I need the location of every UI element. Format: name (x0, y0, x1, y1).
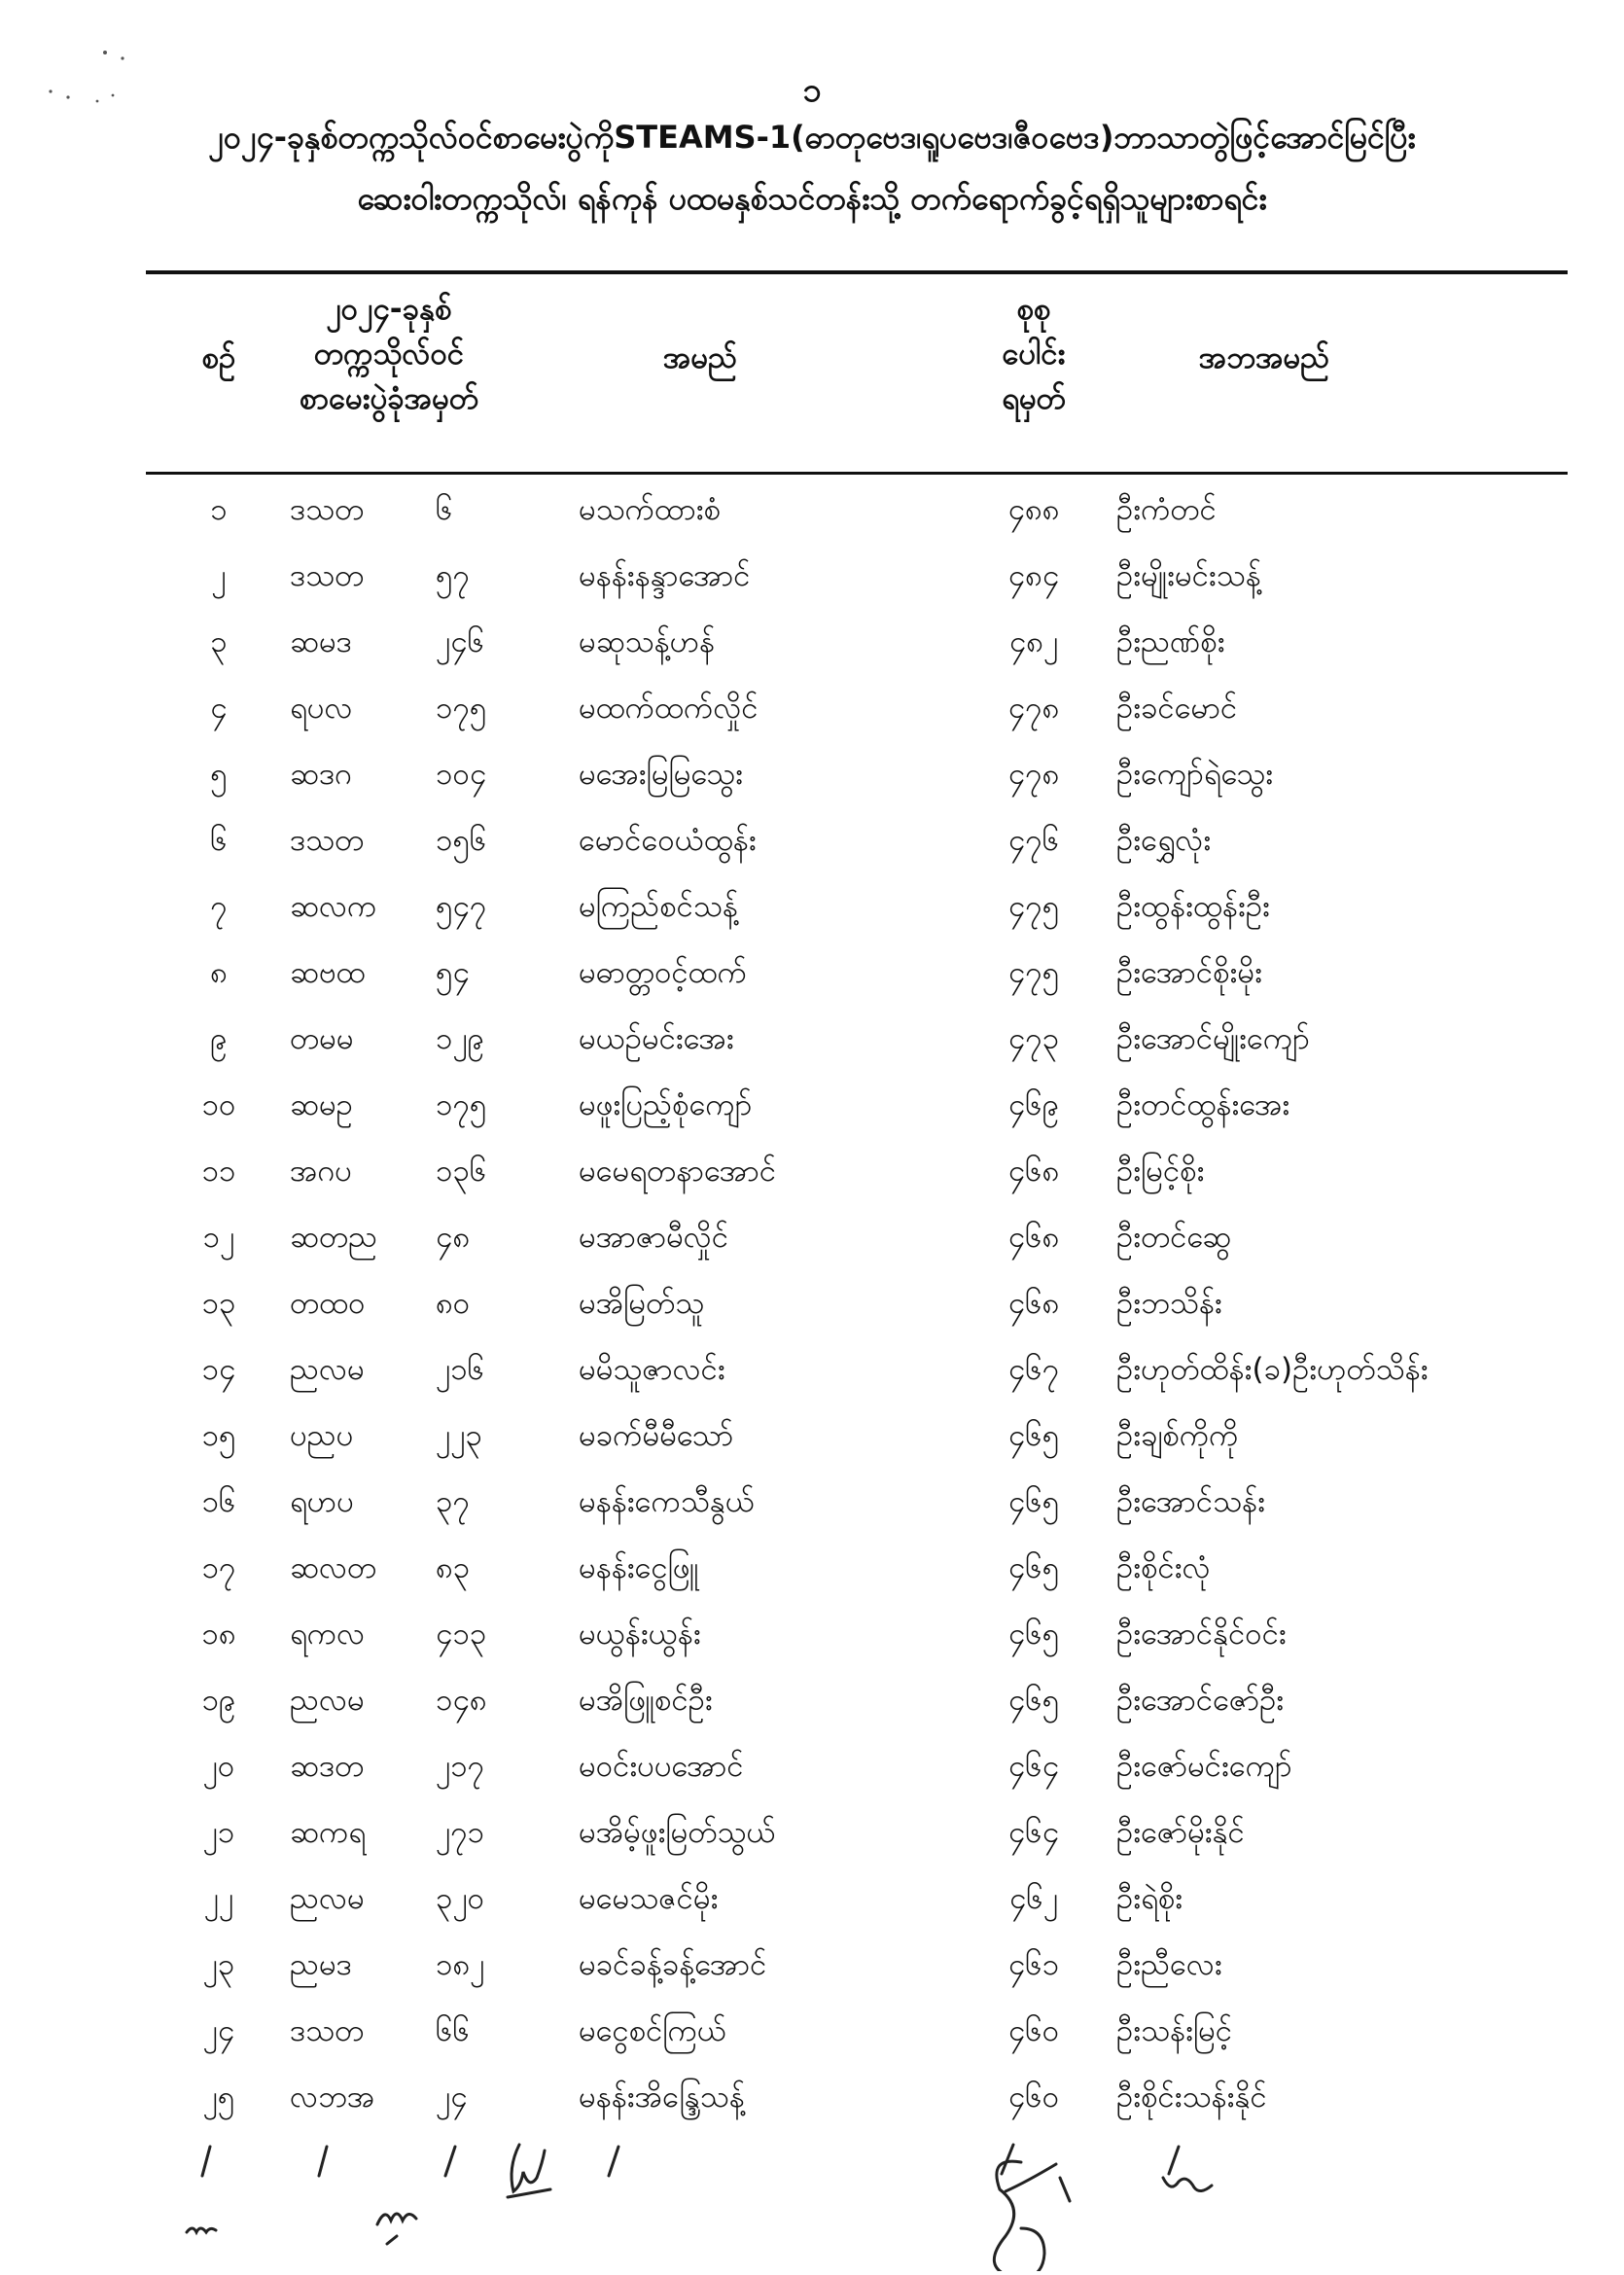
table-row (0, 613, 1624, 679)
roll-prefix: ဆကရ (290, 1815, 367, 1850)
roll-prefix: ရဟပ (290, 1484, 354, 1519)
table-row (0, 2068, 1624, 2134)
total-marks: ၄၇၅ (1007, 889, 1060, 924)
roll-prefix: ဒသတ (290, 2013, 365, 2048)
father-name: ဦးတင်ဆွေ (1116, 1220, 1232, 1255)
roll-prefix: ရပလ (290, 691, 353, 726)
serial-number: ၁၆ (201, 1484, 236, 1519)
table-row (0, 2002, 1624, 2068)
roll-number: ၃၇ (436, 1484, 470, 1519)
total-marks: ၄၆၄ (1007, 1749, 1060, 1784)
document-title-line-1: ၂၀၂၄-ခုနှစ်တက္ကသိုလ်ဝင်စာမေးပွဲကိုSTEAMS-1(ဓာတုဗေဒ၊ရူပဗေဒ၊ဇီဝဗေဒ)ဘာသာတွဲဖြင့်အောင်မြင်ပြီး (208, 119, 1416, 156)
total-marks: ၄၆၇ (1007, 1352, 1060, 1387)
father-name: ဦးညီလေး (1116, 1947, 1222, 1982)
serial-number: ၁၅ (201, 1418, 236, 1453)
father-name: ဦးရွှေလုံး (1116, 823, 1212, 858)
signatures (146, 2135, 1468, 2271)
table-row (0, 877, 1624, 943)
father-name: ဦးထွန်းထွန်းဦး (1116, 889, 1270, 924)
father-name: ဦးချစ်ကိုကို (1116, 1418, 1239, 1453)
student-name: မယဉ်မင်းအေး (579, 1021, 734, 1056)
roll-number: ၁၂၉ (436, 1021, 485, 1056)
serial-number: ၂၃ (202, 1947, 235, 1982)
total-marks: ၄၇၆ (1007, 823, 1060, 858)
roll-prefix: ဆဒဂ (290, 757, 352, 792)
father-name: ဦးအောင်နိုင်ဝင်း (1116, 1617, 1287, 1652)
serial-number: ၁၁ (201, 1154, 236, 1189)
serial-number: ၁၉ (201, 1683, 236, 1718)
student-name: မမိသူဇာလင်း (579, 1352, 725, 1387)
total-marks: ၄၈၈ (1007, 492, 1060, 527)
table-row (0, 679, 1624, 745)
roll-prefix: ဆဗထ (290, 955, 366, 990)
table-row (0, 1539, 1624, 1605)
student-name: မောင်ဝေယံထွန်း (579, 823, 757, 858)
student-name: မမေရတနာအောင် (579, 1154, 777, 1189)
father-name: ဦးဘသိန်း (1116, 1286, 1222, 1321)
roll-prefix: ညလမ (290, 1881, 365, 1916)
total-marks: ၄၇၅ (1007, 955, 1060, 990)
roll-number: ၁၅၆ (436, 823, 487, 858)
header-roll-line-1: ၂၀၂၄-ခုနှစ် (326, 292, 452, 327)
student-name: မငွေစင်ကြယ် (579, 2013, 727, 2048)
roll-number: ၁၄၈ (436, 1683, 487, 1718)
serial-number: ၅ (210, 757, 228, 792)
father-name: ဦးစိုင်းသန်းနိုင် (1116, 2079, 1267, 2115)
serial-number: ၈ (210, 955, 228, 990)
roll-number: ၃၂၀ (436, 1881, 485, 1916)
table-row (0, 943, 1624, 1010)
father-name: ဦးမျိုးမင်းသန့် (1116, 558, 1261, 593)
serial-number: ၂၄ (202, 2013, 235, 2048)
roll-prefix: ညလမ (290, 1352, 365, 1387)
serial-number: ၁ (210, 492, 228, 527)
header-marks-line-1: စုစု (1016, 292, 1051, 327)
roll-prefix: ညလမ (290, 1683, 365, 1718)
father-name: ဦးသန်းမြင့် (1116, 2013, 1233, 2048)
roll-number: ၁၃၆ (436, 1154, 487, 1189)
roll-prefix: တထဝ (290, 1286, 366, 1321)
table-row (0, 1671, 1624, 1737)
student-name: မအိဖြူစင်ဦး (579, 1683, 713, 1718)
roll-number: ၁၇၅ (436, 1087, 487, 1122)
serial-number: ၁၈ (201, 1617, 236, 1652)
header-total-marks (975, 287, 1092, 421)
father-name: ဦးဇော်မိုးနိုင် (1116, 1815, 1245, 1850)
roll-number: ၂၁၇ (436, 1749, 485, 1784)
table-row (0, 1803, 1624, 1869)
serial-number: ၆ (210, 823, 228, 858)
total-marks: ၄၆၈ (1007, 1154, 1060, 1189)
total-marks: ၄၆၅ (1007, 1550, 1060, 1585)
roll-number: ၈၀ (436, 1286, 471, 1321)
table-row (0, 1605, 1624, 1671)
total-marks: ၄၆၉ (1007, 1087, 1060, 1122)
total-marks: ၄၈၄ (1007, 558, 1060, 593)
roll-number: ၂၇၁ (436, 1815, 485, 1850)
serial-number: ၁၇ (201, 1550, 236, 1585)
roll-number: ၈၃ (436, 1550, 471, 1585)
student-name: မအိမ့်ဖူးမြတ်သွယ် (579, 1815, 776, 1850)
student-name: မယွန်းယွန်း (579, 1617, 701, 1652)
roll-prefix: အဂပ (290, 1154, 352, 1189)
serial-number: ၂၂ (203, 1881, 234, 1916)
father-name: ဦးအောင်ဇော်ဦး (1116, 1683, 1285, 1718)
student-name: မဖူးပြည့်စုံကျော် (579, 1087, 753, 1122)
roll-number: ၆၆ (436, 2013, 470, 2048)
header-marks-line-2: ပေါင်း (1002, 337, 1066, 372)
serial-number: ၃ (210, 624, 228, 659)
student-name: မကြည်စင်သန့် (579, 889, 738, 924)
table-row (0, 1274, 1624, 1340)
header-roll-number (263, 287, 515, 421)
roll-number: ၂၂၃ (436, 1418, 482, 1453)
student-name: မအိမြတ်သူ (579, 1286, 705, 1321)
roll-number: ၆ (436, 492, 453, 527)
header-roll-line-2: တက္ကသိုလ်ဝင် (313, 337, 465, 372)
total-marks: ၄၆၅ (1007, 1683, 1060, 1718)
table-row (0, 1076, 1624, 1142)
roll-prefix: ဆဒတ (290, 1749, 365, 1784)
total-marks: ၄၆၅ (1007, 1484, 1060, 1519)
serial-number: ၂၁ (202, 1815, 235, 1850)
roll-number: ၁၈၂ (436, 1947, 485, 1982)
total-marks: ၄၆၈ (1007, 1286, 1060, 1321)
total-marks: ၄၆၈ (1007, 1220, 1060, 1255)
header-name: အမည် (662, 340, 738, 375)
student-name: မသက်ထားစံ (579, 492, 722, 527)
total-marks: ၄၈၂ (1008, 624, 1059, 659)
page-number: ၁ (802, 71, 822, 110)
total-marks: ၄၆၀ (1007, 2013, 1060, 2048)
total-marks: ၄၆၅ (1007, 1617, 1060, 1652)
header-father-name: အဘအမည် (1198, 340, 1330, 375)
serial-number: ၉ (210, 1021, 228, 1056)
roll-prefix: တမမ (290, 1021, 354, 1056)
total-marks: ၄၆၄ (1007, 1815, 1060, 1850)
student-name: မဆုသန့်ဟန် (579, 624, 716, 659)
father-name: ဦးခင်မောင် (1116, 691, 1238, 726)
table-top-rule (146, 270, 1568, 274)
table-row (0, 1142, 1624, 1208)
total-marks: ၄၆၀ (1007, 2079, 1060, 2115)
roll-number: ၁၇၅ (436, 691, 487, 726)
total-marks: ၄၇၈ (1007, 691, 1060, 726)
father-name: ဦးအောင်စိုးမိုး (1116, 955, 1262, 990)
serial-number: ၁၄ (201, 1352, 236, 1387)
table-row (0, 745, 1624, 811)
table-row (0, 547, 1624, 613)
roll-prefix: လဘအ (290, 2079, 375, 2115)
header-serial: စဉ် (201, 340, 236, 375)
father-name: ဦးမြင့်စိုး (1116, 1154, 1205, 1189)
student-name: မခက်မီမီသော် (579, 1418, 734, 1453)
serial-number: ၇ (210, 889, 228, 924)
student-name: မထက်ထက်လှိုင် (579, 691, 759, 726)
roll-prefix: ပညပ (290, 1418, 354, 1453)
roll-number: ၅၄၇ (436, 889, 487, 924)
roll-prefix: ရကလ (290, 1617, 366, 1652)
roll-number: ၂၄၆ (436, 624, 485, 659)
table-row (0, 811, 1624, 877)
student-name: မမေသဇင်မိုး (579, 1881, 719, 1916)
header-marks-line-3: ရမှတ် (1002, 381, 1066, 416)
serial-number: ၄ (210, 691, 228, 726)
roll-number: ၄၈ (436, 1220, 471, 1255)
father-name: ဦးအောင်သန်း (1116, 1484, 1265, 1519)
table-row (0, 1737, 1624, 1803)
student-name: မခင်ခန့်ခန့်အောင် (579, 1947, 767, 1982)
table-row (0, 1010, 1624, 1076)
roll-number: ၄၁၃ (436, 1617, 487, 1652)
father-name: ဦးအောင်မျိုးကျော် (1116, 1021, 1310, 1056)
roll-number: ၂၄ (436, 2079, 468, 2115)
table-body (0, 480, 1624, 2134)
serial-number: ၂ (211, 558, 227, 593)
roll-prefix: ဒသတ (290, 823, 365, 858)
roll-number: ၅၇ (436, 558, 470, 593)
student-name: မနန်းနန္ဒာအောင် (579, 558, 751, 593)
table-row (0, 1473, 1624, 1539)
total-marks: ၄၆၅ (1007, 1418, 1060, 1453)
student-name: မနန်းငွေဖြူ (579, 1550, 699, 1585)
father-name: ဦးဇော်မင်းကျော် (1116, 1749, 1292, 1784)
table-header-rule (146, 472, 1568, 475)
total-marks: ၄၆၁ (1007, 1947, 1060, 1982)
roll-number: ၅၄ (436, 955, 470, 990)
roll-prefix: ဆမဥ (290, 1087, 353, 1122)
table-row (0, 1340, 1624, 1406)
roll-prefix: ဒသတ (290, 558, 365, 593)
total-marks: ၄၇၈ (1007, 757, 1060, 792)
serial-number: ၁၂ (202, 1220, 235, 1255)
student-name: မအာဇာမီလှိုင် (579, 1220, 729, 1255)
table-row (0, 1406, 1624, 1473)
roll-prefix: ဆလတ (290, 1550, 377, 1585)
student-name: မနန်းကေသီနွယ် (579, 1484, 755, 1519)
roll-prefix: ဆလက (290, 889, 377, 924)
student-name: မဓာတ္တဝင့်ထက် (579, 955, 747, 990)
serial-number: ၁၃ (201, 1286, 236, 1321)
table-row (0, 1936, 1624, 2002)
father-name: ဦးကံတင် (1116, 492, 1217, 527)
roll-number: ၂၁၆ (436, 1352, 485, 1387)
header-roll-line-3: စာမေးပွဲခုံအမှတ် (299, 381, 479, 416)
father-name: ဦးရဲစိုး (1116, 1881, 1183, 1916)
table-row (0, 480, 1624, 547)
serial-number: ၁၀ (201, 1087, 236, 1122)
serial-number: ၂၅ (202, 2079, 235, 2115)
roll-prefix: ဆမဒ (290, 624, 352, 659)
total-marks: ၄၇၃ (1007, 1021, 1060, 1056)
document-title-line-2: ဆေးဝါးတက္ကသိုလ်၊ ရန်ကုန် ပထမနှစ်သင်တန်းသို့ တက်ရောက်ခွင့်ရရှိသူများစာရင်း (357, 180, 1267, 217)
student-name: မဝင်းပပအောင် (579, 1749, 744, 1784)
father-name: ဦးကျော်ရဲသွေး (1116, 757, 1274, 792)
serial-number: ၂၀ (202, 1749, 235, 1784)
roll-prefix: ဆတည (290, 1220, 378, 1255)
father-name: ဦးတင်ထွန်းအေး (1116, 1087, 1290, 1122)
total-marks: ၄၆၂ (1008, 1881, 1059, 1916)
father-name: ဦးညဏ်စိုး (1116, 624, 1225, 659)
table-row (0, 1869, 1624, 1936)
table-row (0, 1208, 1624, 1274)
student-name: မနန်းအိန္ဒြေသန့် (579, 2079, 745, 2115)
father-name: ဦးဟုတ်ထိန်း(ခ)ဦးဟုတ်သိန်း (1116, 1352, 1429, 1387)
roll-number: ၁၀၄ (436, 757, 487, 792)
roll-prefix: ညမဒ (290, 1947, 352, 1982)
student-name: မအေးမြမြသွေး (579, 757, 743, 792)
father-name: ဦးစိုင်းလုံ (1116, 1550, 1211, 1585)
roll-prefix: ဒသတ (290, 492, 365, 527)
